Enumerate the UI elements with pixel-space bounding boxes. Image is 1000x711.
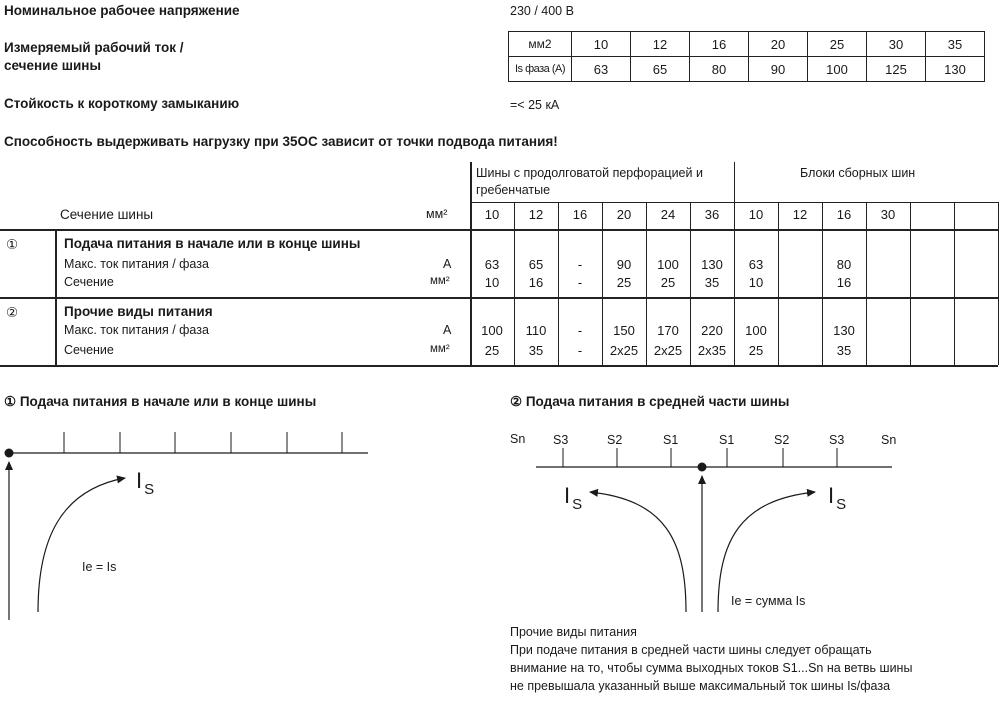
- table-cell: 65: [631, 57, 690, 82]
- group1-header-line1: Шины с продолговатой перфорацией и: [476, 166, 703, 180]
- load-note: Способность выдерживать нагрузку при 35ОС зависит от точки подвода питания!: [4, 134, 558, 149]
- bus-label-sn-left: Sn: [510, 432, 526, 446]
- table-cell: 2x25: [609, 343, 639, 358]
- table-cell: 35: [836, 343, 852, 358]
- diagram1-current-arrow: [38, 478, 125, 612]
- table-cell: 25: [808, 32, 867, 57]
- table-cell: 16: [528, 275, 544, 290]
- table-cell: мм2: [509, 32, 572, 57]
- table-cell: 20: [749, 32, 808, 57]
- diagram2-busbar: [536, 448, 892, 472]
- table-cell: 130: [926, 57, 985, 82]
- table-cell: Is фаза (А): [509, 57, 572, 82]
- row2-current-label: Макс. ток питания / фаза: [64, 323, 209, 337]
- row2-section-unit: мм²: [430, 343, 450, 355]
- row2-number: ②: [6, 305, 19, 320]
- bus-label-s1-right: S1: [719, 433, 735, 447]
- table-cell: 125: [867, 57, 926, 82]
- row1-number: ①: [6, 237, 19, 252]
- bus-label-s3-left: S3: [553, 433, 569, 447]
- diagram2-title: ② Подача питания в средней части шины: [510, 394, 790, 409]
- diagram1-formula: Ie = Is: [82, 560, 117, 574]
- section-label: Сечение шины: [60, 207, 154, 222]
- table-cell: 100: [657, 257, 679, 272]
- table-cell: 20: [616, 207, 632, 222]
- table-cell: 35: [528, 343, 544, 358]
- current-label-line2: сечение шины: [4, 58, 101, 73]
- table-cell: 10: [484, 207, 500, 222]
- diagram1-busbar: [5, 432, 369, 458]
- table-cell: 35: [926, 32, 985, 57]
- table-cell: 170: [657, 323, 679, 338]
- table-cell: 10: [748, 207, 764, 222]
- diagram2-is-left: [564, 483, 583, 513]
- table-cell: 150: [613, 323, 635, 338]
- diagram2-formula: Ie = сумма Is: [731, 594, 806, 608]
- table-cell: 130: [701, 257, 723, 272]
- is-subscript: S: [144, 481, 155, 498]
- short-circuit-value: =< 25 кА: [510, 98, 560, 112]
- table-cell: 16: [690, 32, 749, 57]
- current-label-line1: Измеряемый рабочий ток /: [4, 40, 184, 55]
- caption-line2: внимание на то, чтобы сумма выходных токов S1...Sn на ветвь шины: [510, 661, 913, 675]
- row1-section-label: Сечение: [64, 275, 114, 289]
- table-cell: -: [577, 323, 583, 338]
- rated-voltage-label: Номинальное рабочее напряжение: [4, 3, 240, 18]
- row2-current-unit: А: [443, 323, 452, 337]
- table-cell: 90: [749, 57, 808, 82]
- table-cell: 220: [701, 323, 723, 338]
- caption-line3: не превышала указанный выше максимальный ток шины Is/фаза: [510, 679, 891, 693]
- group1-header-line2: гребенчатые: [476, 183, 551, 197]
- table-cell: 10: [572, 32, 631, 57]
- table-cell: 80: [690, 57, 749, 82]
- table-cell: 12: [631, 32, 690, 57]
- row2-title: Прочие виды питания: [64, 304, 213, 319]
- row1-title: Подача питания в начале или в конце шины: [64, 236, 361, 251]
- is-subscript: S: [836, 496, 847, 513]
- table-cell: 130: [833, 323, 855, 338]
- table-cell: 25: [748, 343, 764, 358]
- row1-section-unit: мм²: [430, 275, 450, 287]
- rated-voltage-value: 230 / 400 В: [510, 4, 574, 18]
- bus-label-s3-right: S3: [829, 433, 845, 447]
- is-letter: I: [564, 483, 571, 508]
- table-cell: 110: [525, 323, 547, 338]
- table-cell: 30: [867, 32, 926, 57]
- table-cell: 25: [660, 275, 676, 290]
- table-cell: -: [577, 343, 583, 358]
- diagram1-is-label: [136, 468, 155, 498]
- table-cell: 16: [572, 207, 588, 222]
- table-cell: 25: [616, 275, 632, 290]
- diagram2-current-arrow-left: [590, 492, 686, 612]
- table-cell: 100: [808, 57, 867, 82]
- diagram1-title: ① Подача питания в начале или в конце шины: [4, 394, 317, 409]
- caption-line1: При подаче питания в средней части шины следует обращать: [510, 643, 872, 657]
- table-cell: 90: [616, 257, 632, 272]
- table-cell: 24: [660, 207, 676, 222]
- table-cell: 16: [836, 207, 852, 222]
- table-cell: 12: [792, 207, 808, 222]
- table-cell: 10: [748, 275, 764, 290]
- short-circuit-label: Стойкость к короткому замыканию: [4, 96, 240, 111]
- section-unit: мм²: [426, 207, 448, 221]
- table-cell: 100: [481, 323, 503, 338]
- table-cell: 36: [704, 207, 720, 222]
- row1-current-label: Макс. ток питания / фаза: [64, 257, 209, 271]
- table-cell: 30: [880, 207, 896, 222]
- table-cell: 10: [484, 275, 500, 290]
- row2-section-label: Сечение: [64, 343, 114, 357]
- table-cell: 63: [748, 257, 764, 272]
- bus-label-s2-left: S2: [607, 433, 623, 447]
- table-cell: 80: [836, 257, 852, 272]
- diagram2-is-right: [828, 483, 847, 513]
- table-cell: 12: [528, 207, 544, 222]
- group2-header: Блоки сборных шин: [800, 166, 916, 180]
- table-cell: 35: [704, 275, 720, 290]
- bus-label-s1-left: S1: [663, 433, 679, 447]
- is-subscript: S: [572, 496, 583, 513]
- table-cell: -: [577, 275, 583, 290]
- is-letter: I: [828, 483, 835, 508]
- table-cell: 2x35: [697, 343, 727, 358]
- is-letter: I: [136, 468, 143, 493]
- table-cell: 63: [572, 57, 631, 82]
- table-cell: 63: [484, 257, 500, 272]
- table-cell: 25: [484, 343, 500, 358]
- table-cell: 2x25: [653, 343, 683, 358]
- table-cell: 16: [836, 275, 852, 290]
- table-cell: 100: [745, 323, 767, 338]
- caption-title: Прочие виды питания: [510, 625, 637, 639]
- table-cell: 65: [528, 257, 544, 272]
- table-cell: -: [577, 257, 583, 272]
- bus-label-s2-right: S2: [774, 433, 790, 447]
- row1-current-unit: А: [443, 257, 452, 271]
- bus-label-sn-right: Sn: [881, 433, 897, 447]
